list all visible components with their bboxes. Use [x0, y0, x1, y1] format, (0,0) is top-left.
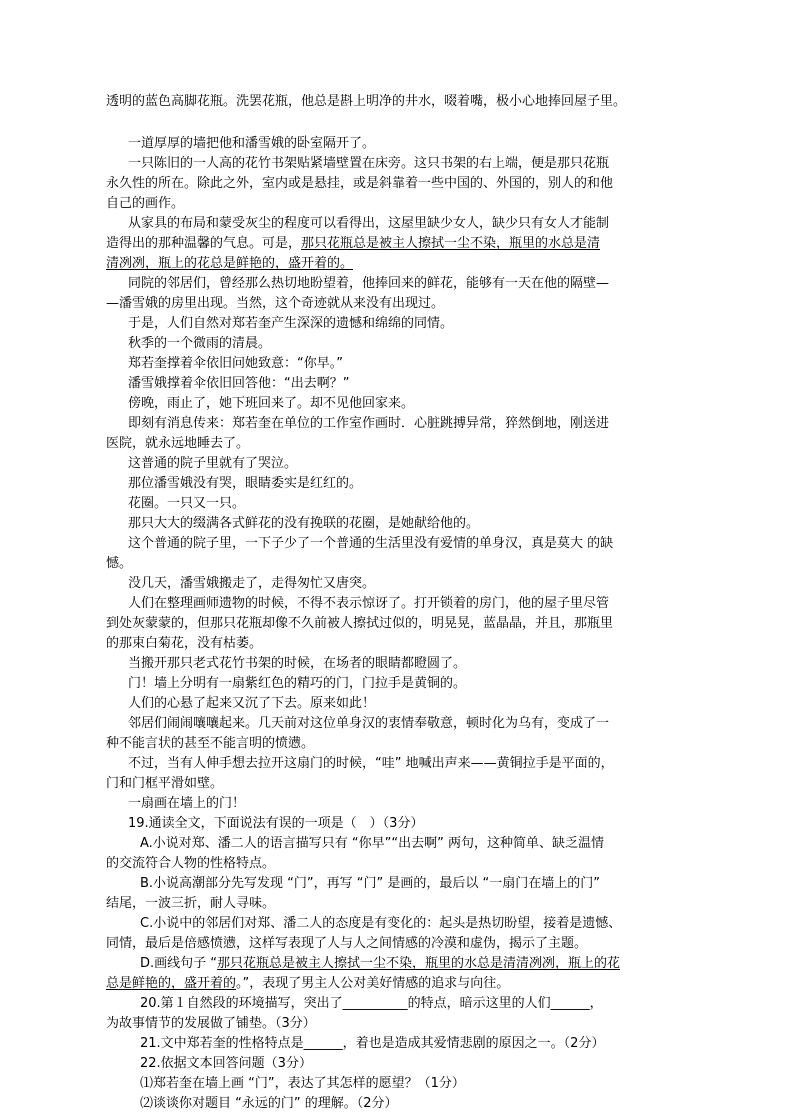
option-b: B.小说高潮部分先写发现 “门”，再写 “门” 是画的，最后以 “一扇门在墙上的门” [140, 876, 600, 891]
text-line: 潘雪娥撑着伞依旧回答他：“出去啊？” [128, 376, 350, 391]
text-line: 自己的画作。 [106, 196, 185, 211]
option-a: A.小说对郑、潘二人的语言描写只有 “你早”“出去啊” 两句，这种简单、缺乏温情 [140, 836, 605, 851]
text-line: 傍晚，雨止了，她下班回来了。却不见他回家来。 [128, 396, 415, 411]
text-line: 的那束白菊花，没有枯萎。 [106, 636, 263, 651]
text-line [106, 974, 509, 994]
underlined-sentence: 清冽冽，瓶上的花总是鲜艳的，盛开着的。 [106, 256, 354, 271]
text-line [106, 234, 600, 254]
text-line: 同院的邻居们，曾经那么热切地盼望着，他捧回来的鲜花，能够有一天在他的隔壁— [128, 276, 610, 291]
underlined-sentence: 那只花瓶总是被主人擦拭一尘不染，瓶里的水总是清清冽冽，瓶上的花 [217, 956, 621, 971]
text-line: 不过，当有人伸手想去拉开这扇门的时候，“哇” 地喊出声来——黄铜拉手是平面的， [128, 756, 614, 771]
text-line: 邻居们闹闹嚷嚷起来。几天前对这位单身汉的衷情奉敬意，顿时化为乌有，变成了一 [128, 716, 610, 731]
text-line: 当搬开那只老式花竹书架的时候，在场者的眼睛都瞪圆了。 [128, 656, 467, 671]
text-line: 一道厚厚的墙把他和潘雪娥的卧室隔开了。 [128, 136, 376, 151]
question-20: 20.第１自然段的环境描写，突出了__________的特点，暗示这里的人们______， [140, 996, 603, 1011]
text-line: 门！墙上分明有一扇紫红色的精巧的门，门拉手是黄铜的。 [128, 676, 467, 691]
text-line: 秋季的一个微雨的清晨。 [128, 336, 272, 351]
option-c: C.小说中的邻居们对郑、潘二人的态度是有变化的：起头是热切盼望，接着是遗憾、 [140, 916, 622, 931]
text-line: —潘雪娥的房里出现。当然，这个奇迹就从来没有出现过。 [106, 296, 445, 311]
text-line: 从家具的布局和蒙受灰尘的程度可以看得出，这屋里缺少女人，缺少只有女人才能制 [128, 216, 610, 231]
text-line: 这个普通的院子里，一下子少了一个普通的生活里没有爱情的单身汉，真是莫大 的缺 [128, 536, 614, 551]
question-22-part-2: ⑵谈谈你对题目 “永远的门” 的理解。（2分） [140, 1096, 398, 1111]
text-line: 一只陈旧的一人高的花竹书架贴紧墙壁置在床旁。这只书架的右上端，便是那只花瓶 [128, 156, 610, 171]
text-segment: 造得出的那种温馨的气息。可是， [106, 236, 302, 251]
text-line: 人们的心悬了起来又沉了下去。原来如此！ [128, 696, 376, 711]
text-line: 憾。 [106, 556, 133, 571]
underlined-sentence: 那只花瓶总是被主人擦拭一尘不染，瓶里的水总是清 [301, 236, 601, 251]
text-line: 种不能言状的甚至不能言明的愤懑。 [106, 736, 315, 751]
text-line: 这普通的院子里就有了哭泣。 [128, 456, 298, 471]
text-segment: 。”，表现了男主人公对美好情感的追求与向往。 [236, 976, 510, 991]
question-22: 22.依据文本回答问题（3分） [140, 1056, 312, 1071]
text-segment: D.画线句子 “ [140, 956, 218, 971]
underlined-sentence: 总是鲜艳的，盛开着的 [106, 976, 237, 991]
text-line: 透明的蓝色高脚花瓶。洗罢花瓶，他总是斟上明净的井水，啜着嘴，极小心地捧回屋子里。 [106, 94, 627, 109]
text-line: 为故事情节的发展做了铺垫。（3分） [106, 1016, 316, 1031]
text-line: 永久性的所在。除此之外，室内或是悬挂，或是斜靠着一些中国的、外国的，别人的和他 [106, 176, 614, 191]
question-21: 21.文中郑若奎的性格特点是______，着也是造成其爱情悲剧的原因之一。（2分） [140, 1036, 605, 1051]
text-line: 到处灰蒙蒙的，但那只花瓶却像不久前被人擦拭过似的，明晃晃，蓝晶晶，并且，那瓶里 [106, 616, 614, 631]
text-line: 人们在整理画师遗物的时候，不得不表示惊讶了。打开锁着的房门，他的屋子里尽管 [128, 596, 610, 611]
text-line: 于是，人们自然对郑若奎产生深深的遗憾和绵绵的同情。 [128, 316, 454, 331]
question-22-part-1: ⑴郑若奎在墙上画 “门”，表达了其怎样的愿望？（1分） [140, 1076, 465, 1091]
text-line: 的交流符合人物的性格特点。 [106, 856, 276, 871]
text-line: 一扇画在墙上的门！ [128, 796, 246, 811]
text-line: 郑若奎撑着伞依旧问她致意：“你早。” [128, 356, 343, 371]
text-line: 没几天，潘雪娥搬走了，走得匆忙又唐突。 [128, 576, 376, 591]
text-line: 医院，就永远地睡去了。 [106, 436, 250, 451]
option-d [140, 954, 620, 974]
text-line: 花圈。一只又一只。 [128, 496, 246, 511]
text-line: 同情，最后是倍感愤懑，这样写表现了人与人之间情感的冷漠和虚伪，揭示了主题。 [106, 936, 588, 951]
text-line: 那只大大的缀满各式鲜花的没有挽联的花圈，是她献给他的。 [128, 516, 480, 531]
question-19: 19.通读全文，下面说法有误的一项是（ ）（3分） [128, 816, 424, 831]
text-line: 结尾，一波三折，耐人寻味。 [106, 896, 276, 911]
text-line: 门和门框平滑如壁。 [106, 776, 224, 791]
text-line: 那位潘雪娥没有哭，眼睛委实是红红的。 [128, 476, 363, 491]
text-line: 即刻有消息传来：郑若奎在单位的工作室作画时．心脏跳搏异常，猝然倒地，刚送进 [128, 416, 610, 431]
